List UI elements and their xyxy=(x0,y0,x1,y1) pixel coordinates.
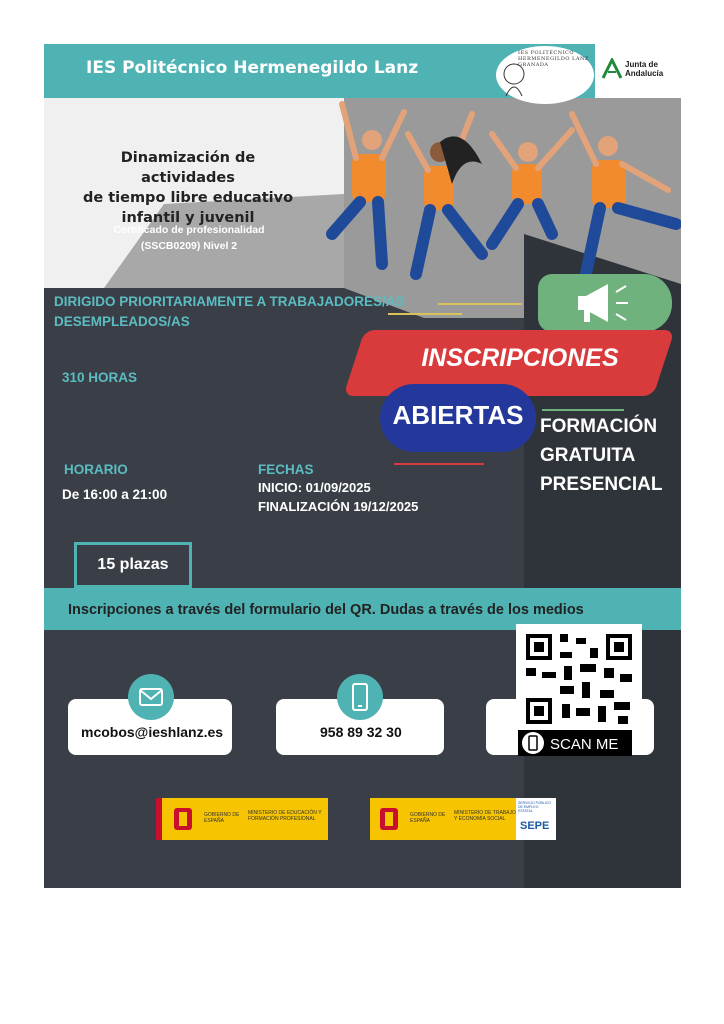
certificate-info xyxy=(84,222,294,254)
horario-value: De 16:00 a 21:00 xyxy=(62,487,168,502)
fecha-fin: FINALIZACIÓN 19/12/2025 xyxy=(258,499,419,514)
gov-logo-trabajo xyxy=(370,798,556,840)
coat-of-arms-icon xyxy=(170,804,196,834)
junta-logo xyxy=(595,44,681,98)
fecha-inicio: INICIO: 01/09/2025 xyxy=(258,480,371,495)
horario-label: HORARIO xyxy=(64,462,128,477)
info-band-text: Inscripciones a través del formulario del QR. Dudas a través de los medios xyxy=(68,602,584,618)
phone-text[interactable]: 958 89 32 30 xyxy=(320,724,402,740)
email-text[interactable]: mcobos@ieshlanz.es xyxy=(81,724,224,740)
course-title-line3: infantil y juvenil xyxy=(121,210,255,226)
sepe-small-text: SERVICIO PÚBLICO DE EMPLEO ESTATAL xyxy=(518,801,552,813)
qr-code-icon[interactable] xyxy=(516,624,642,734)
phone-icon-circle xyxy=(337,674,383,720)
gov-text-1: GOBIERNO DE ESPAÑA xyxy=(204,812,240,824)
sepe-text: SEPE xyxy=(520,820,550,832)
coat-of-arms-icon xyxy=(376,804,402,834)
fechas-label: FECHAS xyxy=(258,462,314,477)
dancers-illustration xyxy=(312,94,681,294)
gov-text-2: GOBIERNO DE ESPAÑA xyxy=(410,812,446,824)
target-audience-line2: DESEMPLEADOS/AS xyxy=(54,314,190,329)
qr-code-pattern xyxy=(520,628,638,730)
yellow-divider xyxy=(388,300,528,320)
gov-logo-educacion xyxy=(156,798,328,840)
presencial-text: PRESENCIAL xyxy=(540,474,663,495)
course-title-line1: Dinamización de actividades xyxy=(120,150,256,186)
min-trabajo-text: MINISTERIO DE TRABAJO Y ECONOMÍA SOCIAL xyxy=(454,810,516,822)
cert-line2: (SSCB0209) Nivel 2 xyxy=(140,240,238,252)
abiertas-text: ABIERTAS xyxy=(392,400,524,430)
mail-icon-circle xyxy=(128,674,174,720)
course-title xyxy=(74,148,302,228)
school-logo-text: IES POLITÉCNICO HERMENEGILDO LANZ GRANADA xyxy=(518,50,589,68)
megaphone-icon xyxy=(572,274,652,332)
scan-phone-icon xyxy=(520,730,546,756)
hours: 310 HORAS xyxy=(62,370,138,385)
formacion-block xyxy=(540,412,662,499)
scan-me-text: SCAN ME xyxy=(550,736,619,753)
min-educacion-text: MINISTERIO DE EDUCACIÓN Y FORMACIÓN PROFESIONAL xyxy=(248,810,322,822)
phone-icon xyxy=(337,674,383,720)
megaphone-badge xyxy=(538,274,672,332)
inscripciones-text: INSCRIPCIONES xyxy=(421,344,619,372)
cert-line1: Certificado de profesionalidad xyxy=(113,224,265,236)
junta-a-icon xyxy=(601,58,623,80)
gratuita-text: GRATUITA xyxy=(540,445,636,466)
poster xyxy=(44,44,681,888)
sepe-logo xyxy=(516,798,556,840)
junta-text: Junta de Andalucía xyxy=(625,60,664,78)
formacion-text: FORMACIÓN xyxy=(540,416,658,437)
target-audience xyxy=(54,292,444,332)
course-title-line2: de tiempo libre educativo xyxy=(82,190,294,206)
mail-icon xyxy=(128,674,174,720)
target-audience-line1: DIRIGIDO PRIORITARIAMENTE A TRABAJADORES/AS xyxy=(54,294,405,309)
school-name: IES Politécnico Hermenegildo Lanz xyxy=(86,58,419,78)
plazas-text: 15 plazas xyxy=(97,556,169,573)
